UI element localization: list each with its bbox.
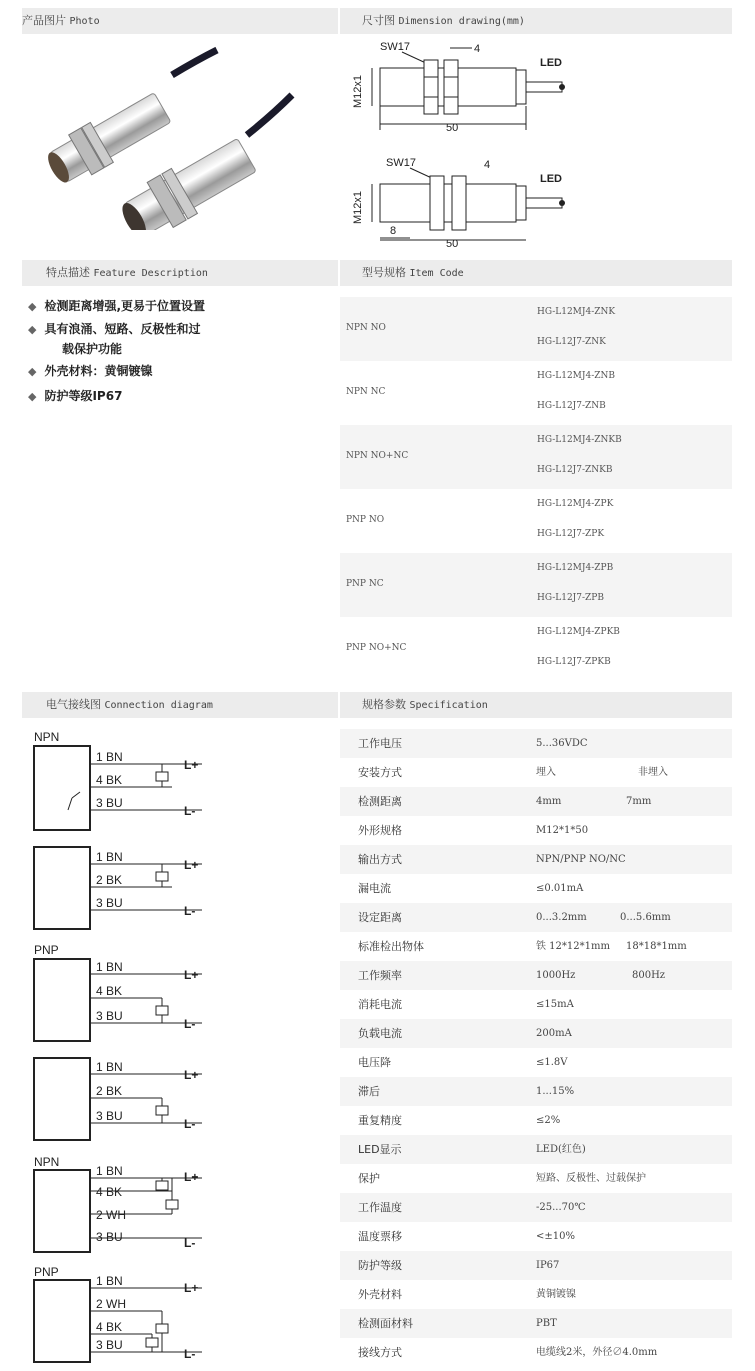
svg-text:2 BK: 2 BK <box>96 873 123 887</box>
spec-row: 消耗电流 ≤15mA <box>358 998 574 1011</box>
item-row: NPN NO+NC HG-L12MJ4-ZNKB HG-L12J7-ZNKB <box>340 425 732 489</box>
svg-text:NPN: NPN <box>34 1155 60 1169</box>
feature-header: 特点描述 Feature Description <box>22 260 338 286</box>
spec-row: LED显示 LED(红色) <box>340 1135 732 1164</box>
connection-header: 电气接线图 Connection diagram <box>22 692 338 718</box>
svg-text:SW17: SW17 <box>386 157 416 169</box>
svg-text:PNP: PNP <box>34 943 59 957</box>
svg-text:3 BU: 3 BU <box>96 1338 123 1352</box>
spec-row: 检测距离 4mm 7mm <box>340 787 732 816</box>
svg-text:M12x1: M12x1 <box>352 74 364 108</box>
spec-row: 标准检出物体 铁 12*12*1mm 18*18*1mm <box>358 940 687 953</box>
svg-text:L-: L- <box>184 1347 196 1361</box>
svg-text:L+: L+ <box>184 1170 199 1184</box>
svg-text:3 BU: 3 BU <box>96 796 123 810</box>
spec-row: 重复精度 ≤2% <box>358 1114 561 1127</box>
svg-text:4: 4 <box>474 43 481 55</box>
item-header: 型号规格 Item Code <box>340 260 732 286</box>
svg-text:50: 50 <box>446 122 459 134</box>
connection-diagram <box>22 726 338 1366</box>
svg-text:1 BN: 1 BN <box>96 1274 123 1288</box>
spec-row: 接线方式 电缆线2米，外径∅4.0mm <box>358 1346 658 1359</box>
svg-text:2 WH: 2 WH <box>96 1297 126 1311</box>
item-row: PNP NC HG-L12MJ4-ZPB HG-L12J7-ZPB <box>340 553 732 617</box>
svg-text:1 BN: 1 BN <box>96 850 123 864</box>
svg-text:1 BN: 1 BN <box>96 1164 123 1178</box>
svg-text:1 BN: 1 BN <box>96 750 123 764</box>
product-photo <box>22 40 338 230</box>
svg-text:SW17: SW17 <box>380 41 410 53</box>
svg-text:L+: L+ <box>184 858 199 872</box>
svg-text:NPN: NPN <box>34 730 60 744</box>
svg-text:L+: L+ <box>184 1068 199 1082</box>
spec-row: 安装方式 埋入 非埋入 <box>358 766 668 779</box>
spec-row: 外壳材料 黄铜镀镍 <box>358 1288 576 1301</box>
svg-text:M12x1: M12x1 <box>352 190 364 224</box>
item-row: NPN NC HG-L12MJ4-ZNB HG-L12J7-ZNB <box>346 371 616 411</box>
svg-text:LED: LED <box>540 57 562 69</box>
spec-row: 负载电流 200mA <box>340 1019 732 1048</box>
svg-text:3 BU: 3 BU <box>96 1009 123 1023</box>
spec-row: 检测面材料 PBT <box>340 1309 732 1338</box>
svg-text:3 BU: 3 BU <box>96 1230 123 1244</box>
spec-row: 工作频率 1000Hz 800Hz <box>340 961 732 990</box>
dimension-drawing <box>340 36 740 256</box>
spec-row: 滞后 1...15% <box>340 1077 732 1106</box>
svg-text:4 BK: 4 BK <box>96 1320 123 1334</box>
dimension-header: 尺寸图 Dimension drawing(mm) <box>340 8 732 34</box>
spec-row: 输出方式 NPN/PNP NO/NC <box>340 845 732 874</box>
spec-row: 设定距离 0...3.2mm 0...5.6mm <box>340 903 732 932</box>
svg-text:50: 50 <box>446 238 459 250</box>
feature-item: ◆ 检测距离增强,更易于位置设置 <box>28 299 206 313</box>
svg-text:1 BN: 1 BN <box>96 960 123 974</box>
svg-text:3 BU: 3 BU <box>96 1109 123 1123</box>
svg-text:4 BK: 4 BK <box>96 1185 123 1199</box>
feature-item: ◆ 具有浪涌、短路、反极性和过 <box>28 322 201 336</box>
svg-text:1 BN: 1 BN <box>96 1060 123 1074</box>
svg-text:L+: L+ <box>184 968 199 982</box>
svg-text:L-: L- <box>184 804 196 818</box>
svg-text:L-: L- <box>184 904 196 918</box>
svg-text:4 BK: 4 BK <box>96 773 123 787</box>
spec-row: 漏电流 ≤0.01mA <box>358 882 584 895</box>
svg-text:L-: L- <box>184 1017 196 1031</box>
svg-text:L+: L+ <box>184 1281 199 1295</box>
svg-text:2 BK: 2 BK <box>96 1084 123 1098</box>
item-row: PNP NO+NC HG-L12MJ4-ZPKB HG-L12J7-ZPKB <box>346 627 620 667</box>
feature-item: ◆ 外壳材料：黄铜镀镍 <box>28 364 153 378</box>
svg-text:3 BU: 3 BU <box>96 896 123 910</box>
spec-row: 电压降 ≤1.8V <box>358 1056 568 1069</box>
svg-text:4 BK: 4 BK <box>96 984 123 998</box>
spec-row: 保护 短路、反极性、过载保护 <box>358 1172 646 1185</box>
photo-header: 产品图片 Photo <box>22 8 338 34</box>
svg-text:LED: LED <box>540 173 562 185</box>
spec-row: 工作电压 5...36VDC <box>340 729 732 758</box>
spec-header: 规格参数 Specification <box>340 692 732 718</box>
item-row: NPN NO HG-L12MJ4-ZNK HG-L12J7-ZNK <box>340 297 732 361</box>
svg-text:4: 4 <box>484 159 491 171</box>
svg-text:2 WH: 2 WH <box>96 1208 126 1222</box>
feature-item: ◆ 防护等级IP67 <box>28 389 123 403</box>
svg-text:L+: L+ <box>184 758 199 772</box>
spec-row: 外形规格 M12*1*50 <box>358 824 589 837</box>
svg-text:L-: L- <box>184 1117 196 1131</box>
feature-item: 载保护功能 <box>62 342 123 356</box>
spec-row: 防护等级 IP67 <box>340 1251 732 1280</box>
svg-text:L-: L- <box>184 1236 196 1250</box>
item-row: PNP NO HG-L12MJ4-ZPK HG-L12J7-ZPK <box>346 499 614 539</box>
svg-text:PNP: PNP <box>34 1265 59 1279</box>
spec-row: 温度票移 <±10% <box>358 1230 575 1243</box>
spec-row: 工作温度 -25...70℃ <box>340 1193 732 1222</box>
svg-text:8: 8 <box>390 225 397 237</box>
